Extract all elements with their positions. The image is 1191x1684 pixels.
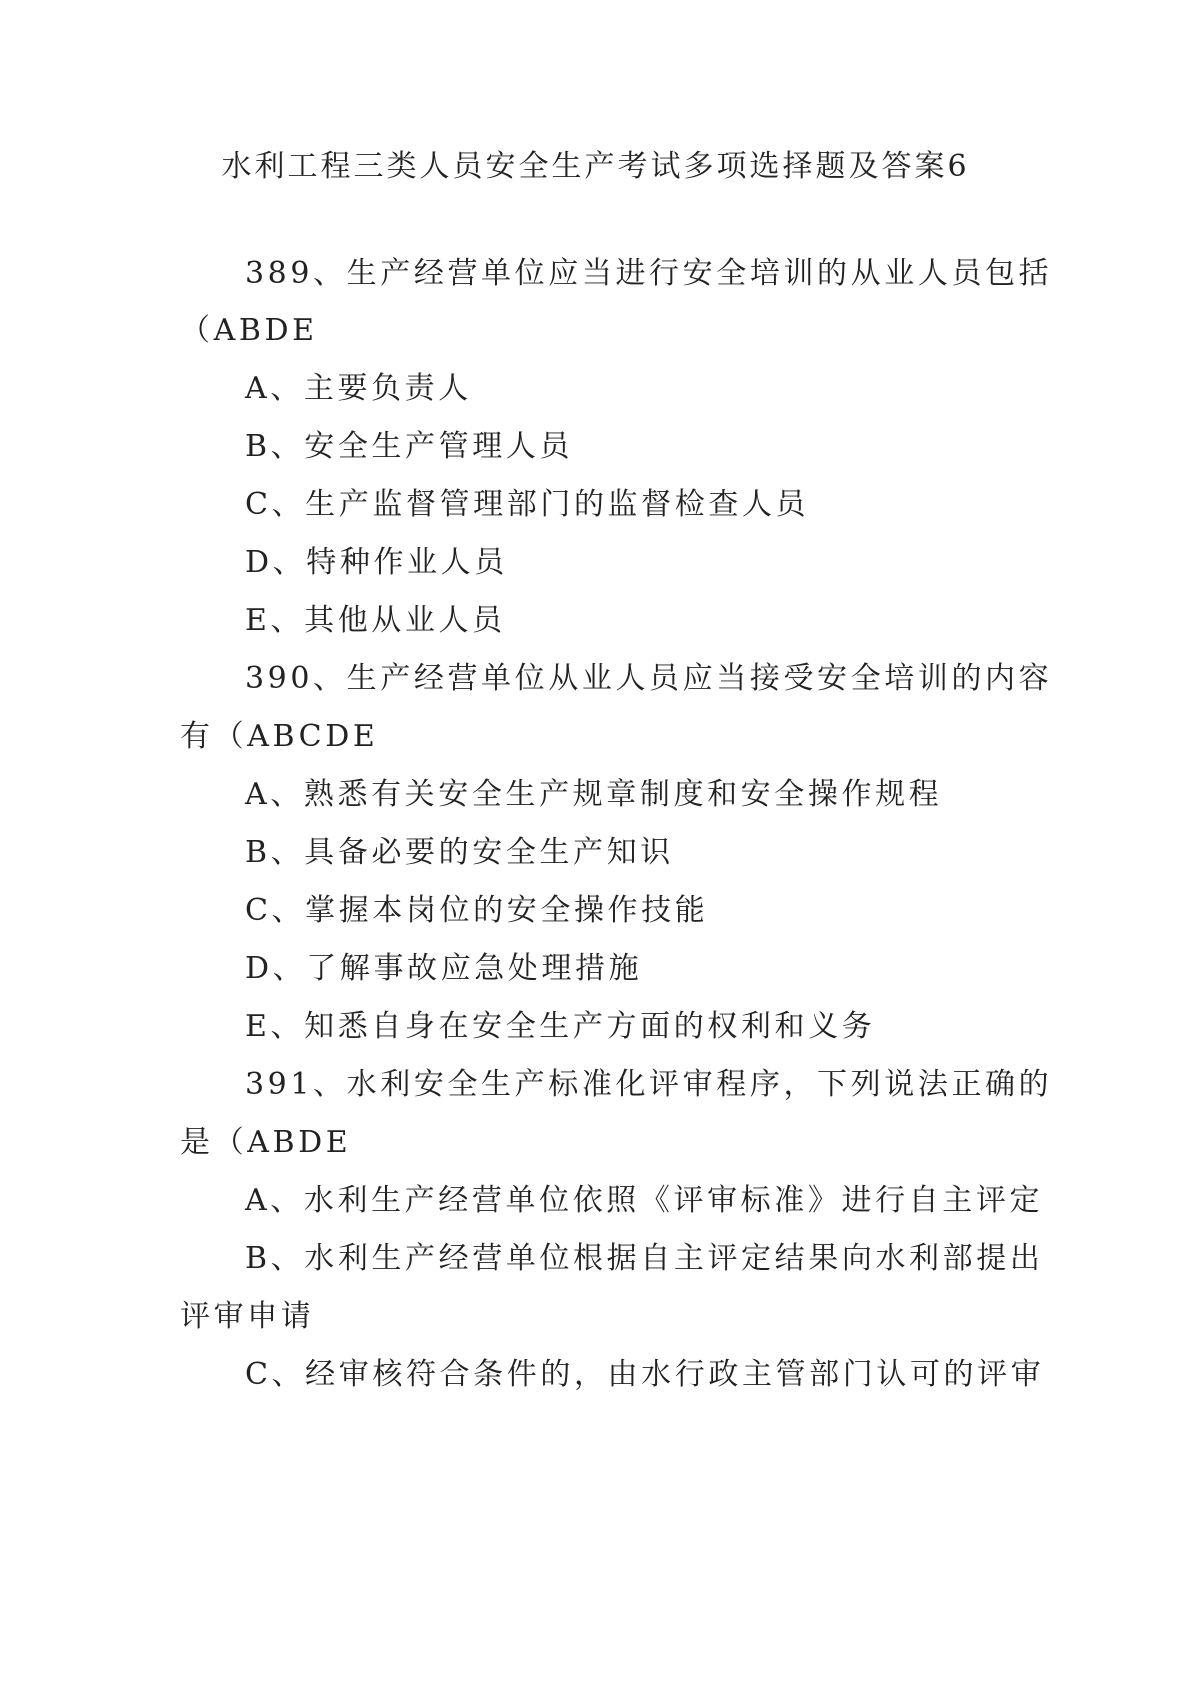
question-389-option-d: D、特种作业人员 xyxy=(245,545,508,580)
question-390-option-d: D、了解事故应急处理措施 xyxy=(245,951,643,986)
question-390-option-e: E、知悉自身在安全生产方面的权利和义务 xyxy=(245,1009,876,1044)
question-390-answer: 有（ABCDE xyxy=(180,719,379,754)
question-391-option-b-continuation: 评审申请 xyxy=(180,1299,315,1334)
question-389-option-c: C、生产监督管理部门的监督检查人员 xyxy=(245,487,810,522)
question-390-stem: 390、生产经营单位从业人员应当接受安全培训的内容 xyxy=(245,661,1053,696)
document-title: 水利工程三类人员安全生产考试多项选择题及答案6 xyxy=(221,149,970,184)
question-391-answer: 是（ABDE xyxy=(180,1125,352,1160)
question-389-option-a: A、主要负责人 xyxy=(245,371,472,406)
question-391-option-b: B、水利生产经营单位根据自主评定结果向水利部提出 xyxy=(245,1241,1044,1276)
question-389-option-b: B、安全生产管理人员 xyxy=(245,429,574,464)
question-390-option-a: A、熟悉有关安全生产规章制度和安全操作规程 xyxy=(245,777,943,812)
question-391-option-a: A、水利生产经营单位依照《评审标准》进行自主评定 xyxy=(245,1183,1044,1218)
question-391-stem: 391、水利安全生产标准化评审程序，下列说法正确的 xyxy=(245,1067,1053,1102)
question-391-option-c: C、经审核符合条件的，由水行政主管部门认可的评审 xyxy=(245,1357,1045,1392)
question-389-option-e: E、其他从业人员 xyxy=(245,603,506,638)
question-389-stem: 389、生产经营单位应当进行安全培训的从业人员包括 xyxy=(245,256,1053,291)
question-390-option-b: B、具备必要的安全生产知识 xyxy=(245,835,674,870)
question-389-answer: （ABDE xyxy=(180,313,318,348)
question-390-option-c: C、掌握本岗位的安全操作技能 xyxy=(245,893,709,928)
